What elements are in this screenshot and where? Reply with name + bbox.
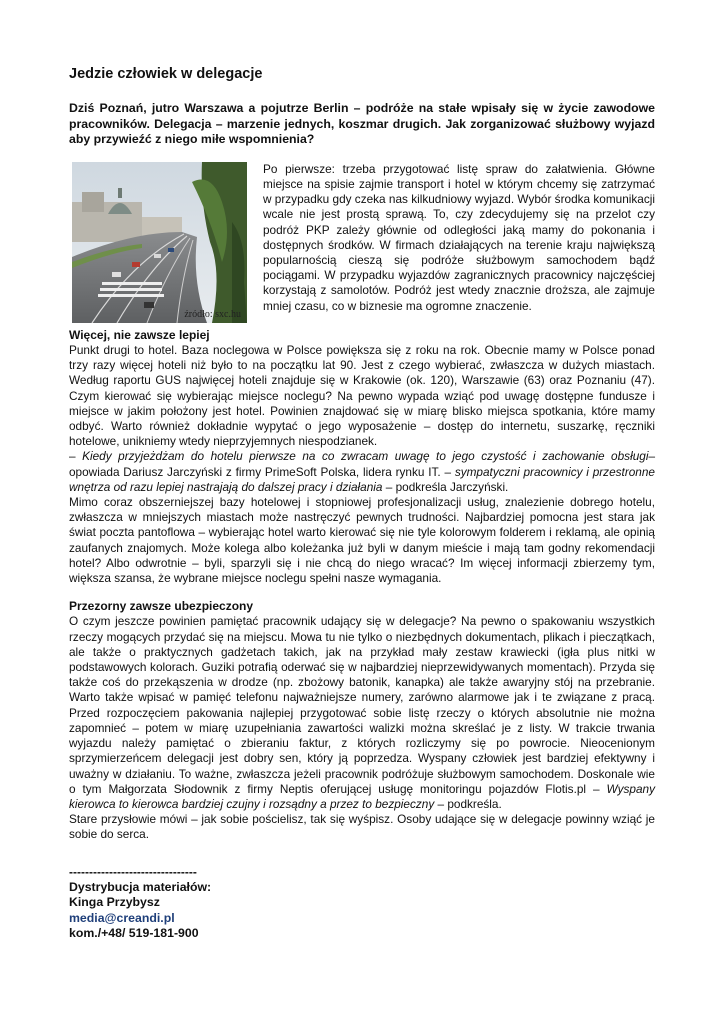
packing-quote: Wyspany kierowca to kierowca bardziej czujny i rozsądny a przez to bezpieczny xyxy=(69,781,655,811)
quote-dash: – xyxy=(69,449,83,464)
quote-italic-1: Kiedy przyjeżdżam do hotelu pierwsze na co zwracam uwagę to jego czystość i zachowanie obsługi xyxy=(82,449,649,464)
packing-end: – podkreśla. xyxy=(434,796,502,811)
footer-phone: kom./+48/ 519-181-900 xyxy=(69,926,199,941)
heading-insurance: Przezorny zawsze ubezpieczony xyxy=(69,599,254,614)
quote-attribution: – opowiada Dariusz Jarczyński z firmy PrimeSoft Polska, lidera rynku IT. – xyxy=(69,449,655,479)
quote-italic-2: sympatyczni pracownicy i przestronne wnętrza od razu lepiej nastrajają do dalszej pracy i działania xyxy=(69,464,655,494)
street-photo xyxy=(72,162,247,323)
paragraph-recommendations: Mimo coraz obszerniejszej bazy hotelowej i stopniowej profesjonalizacji usług, znalezienie dobrego hotelu, zwłaszcza w mniejszych miastach może nastręczyć pewnych trudności. Najbardziej pomocna jest stara jak świat poczta pantoflowa – wybierając hotel warto kierować się nie tyle kolorowym folderem i reklamą, ale opinią zaufanych znajomych. Może kolega albo koleżanka już byli w danym mieście i mają tam godny rekomendacji hotel? Albo odwrotnie – byli, sparzyli się i nie chcą do niego wracać? Im więcej informacji zbierzemy tym, większa szansa, że wybrane miejsce noclegu spełni nasze wymagania. xyxy=(69,495,655,586)
packing-text: O czym jeszcze powinien pamiętać pracownik udający się w delegacje? Na pewno o spakowaniu wszystkich rzeczy mogących przydać się na miejscu. Mowa tu nie tylko o niezbędnych dokumentach, plikach i pieczątkach, ale także o praktycznych gadżetach takich, jak na przykład mały zestaw krawiecki (igła plus nitki w podstawowych kolorach. Guziki potrafią oderwać się w najbardziej nieprzewidywanych momentach). Przyda się także coś do przekąszenia w drodze (np. zbożowy batonik, kanapka) ale także awaryjny stój na przebranie. Warto także wpisać w pamięć telefonu najważniejsze numery, zarówno alarmowe jak i te związane z pracą. Przed rozpoczęciem pakowania najlepiej przygotować sobie listę rzeczy o których absolutnie nie można zapomnieć – potem w miarę uzupełniania zawartości walizki można skreślać je z listy. W trakcie trwania wyjazdu należy pamiętać o zbieraniu faktur, z których rozliczymy się po powrocie. Nieocenionym sprzymierzeńcem delegacji jest dobry sen, który ją poprzedza. Wyspany człowiek jest bardziej efektywny i uważny w działaniu. To ważne, zwłaszcza jeżeli pracownik podróżuje służbowym samochodem. Doskonale wie o tym Małgorzata Słodownik z firmy Neptis oferującej usługę monitoringu pojazdów Flotis.pl – xyxy=(69,614,655,796)
paragraph-hotel: Punkt drugi to hotel. Baza noclegowa w Polsce powiększa się z roku na rok. Obecnie mamy w Polsce ponad trzy razy więcej hoteli niż było to na początku lat 90. Jest z czego wybierać, zwłaszcza w dużych miastach. Według raportu GUS najwięcej hoteli znajduje się w Krakowie (ok. 120), Warszawie (63) oraz Poznaniu (47). Czym kierować się wybierając miejsce noclegu? Na pewno wypada wziąć pod uwagę dostępne fundusze i miejsce w jakim położony jest hotel. Powinien znajdować się w miarę blisko miejsca spotkania, które mamy odbyć. Warto również dokładnie wypytać o jego wyposażenie – dostęp do internetu, suszarkę, ręczniki hotelowe, unikniemy wtedy nieprzyjemnych niespodzianek. xyxy=(69,343,655,449)
paragraph-proverb: Stare przysłowie mówi – jak sobie pościelisz, tak się wyśpisz. Osoby udające się w delegacje powinny wziąć je sobie do serca. xyxy=(69,812,655,842)
paragraph-packing xyxy=(69,614,655,812)
heading-hotel: Więcej, nie zawsze lepiej xyxy=(69,327,210,342)
article-title: Jedzie człowiek w delegacje xyxy=(69,66,263,82)
document-page xyxy=(69,66,655,942)
quote-jarczynski xyxy=(69,449,655,495)
photo-credit: źródło: sxc.hu xyxy=(184,308,241,320)
footer-rule: -------------------------------- xyxy=(69,864,197,879)
footer-label: Dystrybucja materiałów: xyxy=(69,879,212,894)
footer-name: Kinga Przybysz xyxy=(69,895,160,910)
paragraph-transport: Po pierwsze: trzeba przygotować listę spraw do załatwienia. Główne miejsce na spisie zajmie transport i hotel w którym chcemy się zatrzymać w przypadku gdy czeka nas kilkudniowy wyjazd. Wybór środka komunikacji wcale nie jest prostą sprawą. To, czy zdecydujemy się na przelot czy podróż PKP zależy głównie od odległości jaką mamy do pokonania i dostępnych środków. W firmach działających na terenie kraju największą popularnością cieszą się podróże służbowym samochodem bądź pociągami. W przypadku wyjazdów zagranicznych pracownicy najczęściej korzystają z samolotów. Podróż jest wtedy znacznie droższa, ale zajmuje mniej czasu, co w biznesie ma ogromne znaczenie. xyxy=(263,161,655,313)
article-lead: Dziś Poznań, jutro Warszawa a pojutrze Berlin – podróże na stałe wpisały się w życie zawodowe pracowników. Delegacja – marzenie jednych, koszmar drugich. Jak zorganizować służbowy wyjazd aby przywieźć z niego miłe wspomnienia? xyxy=(69,101,655,147)
quote-end: – podkreśla Jarczyński. xyxy=(382,479,509,494)
footer-email-link[interactable]: media@creandi.pl xyxy=(69,910,175,925)
street-photo-image xyxy=(72,162,247,323)
